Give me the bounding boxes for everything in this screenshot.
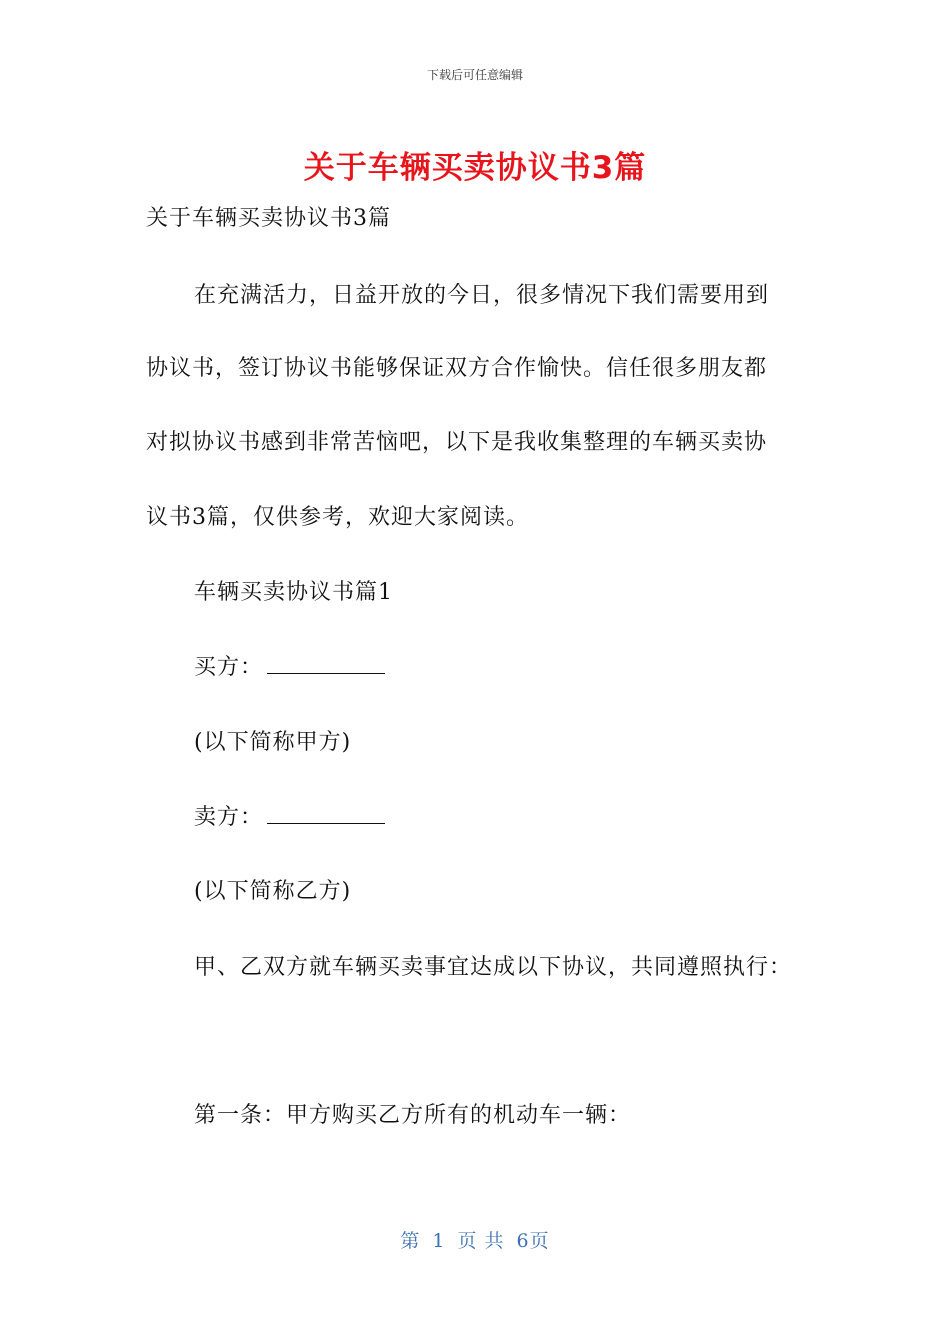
intro-line-3: 对拟协议书感到非常苦恼吧，以下是我收集整理的车辆买卖协	[146, 430, 768, 455]
footer-total: 6页	[516, 1230, 550, 1252]
buyer-label: 买方：	[194, 655, 264, 680]
document-title: 关于车辆买卖协议书3篇	[303, 150, 647, 186]
seller-line	[194, 803, 385, 833]
header-note: 下载后可任意编辑	[426, 68, 523, 82]
seller-note: (以下简称乙方)	[194, 879, 352, 904]
buyer-blank	[267, 655, 385, 674]
buyer-line	[194, 653, 385, 683]
article-1: 第一条：甲方购买乙方所有的机动车一辆：	[194, 1103, 632, 1128]
footer-mid: 页 共	[457, 1230, 505, 1252]
page-footer	[0, 1226, 950, 1253]
footer-prefix: 第	[400, 1230, 421, 1252]
subtitle-line: 关于车辆买卖协议书3篇	[146, 206, 391, 231]
section-heading: 车辆买卖协议书篇1	[194, 580, 393, 605]
agreement-intro: 甲、乙双方就车辆买卖事宜达成以下协议，共同遵照执行：	[194, 955, 793, 980]
buyer-note: (以下简称甲方)	[194, 730, 352, 755]
seller-blank	[267, 805, 385, 824]
intro-line-2: 协议书，签订协议书能够保证双方合作愉快。信任很多朋友都	[146, 356, 768, 381]
intro-line-4: 议书3篇，仅供参考，欢迎大家阅读。	[146, 505, 529, 530]
seller-label: 卖方：	[194, 805, 264, 830]
footer-page-number: 1	[432, 1230, 446, 1252]
intro-line-1: 在充满活力，日益开放的今日，很多情况下我们需要用到	[194, 283, 770, 308]
